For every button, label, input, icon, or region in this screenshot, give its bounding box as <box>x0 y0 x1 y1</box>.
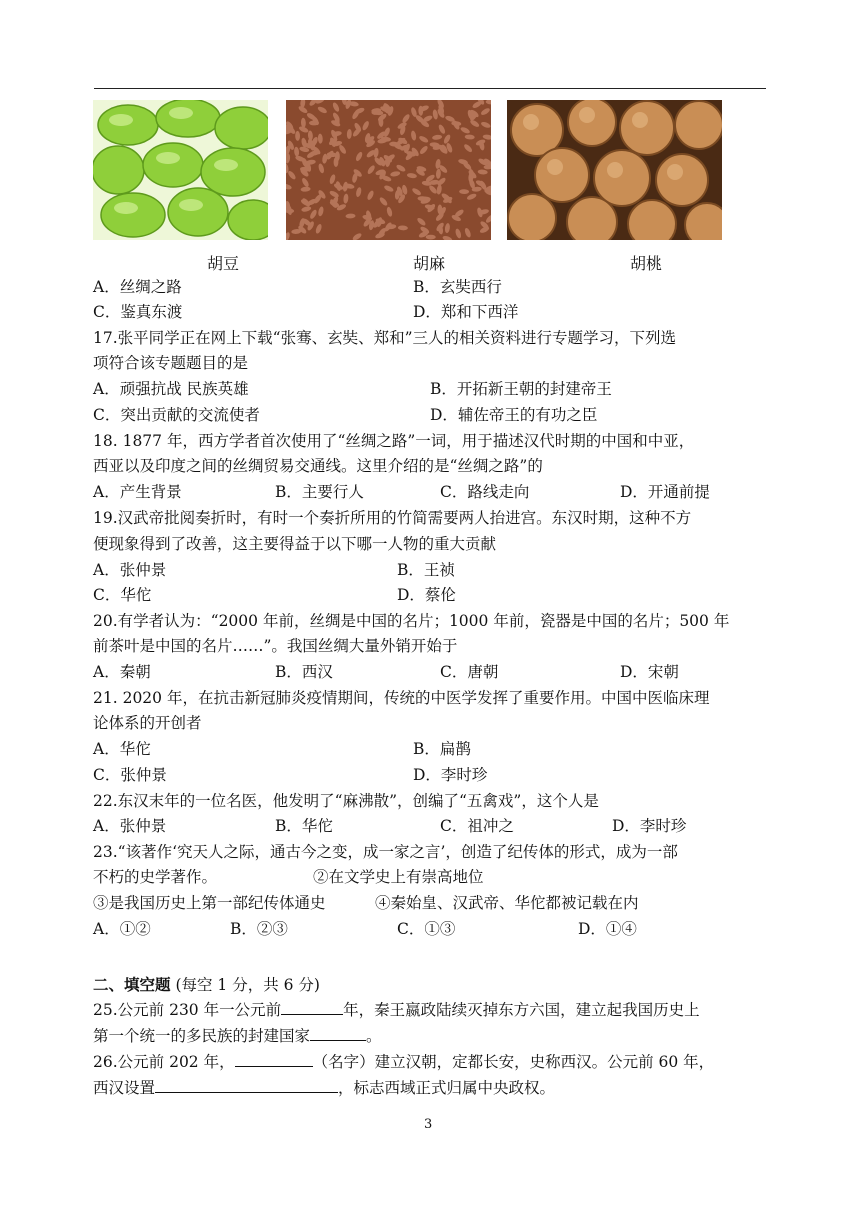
q26-line2-end: ，标志西域正式归属中央政权。 <box>338 1079 556 1097</box>
q26-blank-2[interactable] <box>155 1077 338 1093</box>
q19-option-c: C．华佗 <box>93 586 152 604</box>
q22-option-d: D．李时珍 <box>612 817 687 835</box>
q17-stem-line1: 17.张平同学正在网上下载“张骞、玄奘、郑和”三人的相关资料进行专题学习，下列选 <box>93 329 677 347</box>
q20-stem-line1: 20.有学者认为：“2000 年前，丝绸是中国的名片；1000 年前，瓷器是中国的名片；500 年 <box>93 612 730 630</box>
broad-beans-image <box>93 100 268 240</box>
q19-stem-line1: 19.汉武帝批阅奏折时，有时一个奏折所用的竹简需要两人抬进宫。东汉时期，这种不方 <box>93 509 692 527</box>
q19-option-a: A．张仲景 <box>93 561 167 579</box>
image-caption-hutao: 胡桃 <box>630 254 663 273</box>
q23-option-a: A．①② <box>93 920 151 938</box>
q25-line1-end: 年，秦王嬴政陆续灭掉东方六国，建立起我国历史上 <box>343 1001 700 1019</box>
q26-line1-end: （名字）建立汉朝，定都长安，史称西汉。公元前 60 年， <box>312 1053 715 1071</box>
q17-option-b: B．开拓新王朝的封建帝王 <box>430 380 612 398</box>
page-number: 3 <box>424 1117 433 1132</box>
q16-option-c: C．鉴真东渡 <box>93 303 183 321</box>
q20-option-c: C．唐朝 <box>440 663 499 681</box>
q23-stem-line2a: 不朽的史学著作。 <box>93 868 218 886</box>
section-scoring-note: (每空 1 分，共 6 分) <box>170 976 320 994</box>
q26-line2-start: 西汉设置 <box>93 1079 156 1097</box>
q18-option-a: A．产生背景 <box>93 483 182 501</box>
q26-line2 <box>93 1077 555 1099</box>
q20-option-a: A．秦朝 <box>93 663 151 681</box>
q23-option-d: D．①④ <box>578 920 637 938</box>
q17-option-c: C．突出贡献的交流使者 <box>93 406 260 424</box>
q17-option-a: A．顽强抗战 民族英雄 <box>93 380 249 398</box>
q16-option-d: D．郑和下西洋 <box>413 303 519 321</box>
q21-option-c: C．张仲景 <box>93 766 167 784</box>
q22-option-a: A．张仲景 <box>93 817 167 835</box>
q16-option-b: B．玄奘西行 <box>413 278 502 296</box>
q21-option-b: B．扁鹊 <box>413 740 471 758</box>
q25-blank-1[interactable] <box>281 999 343 1015</box>
q20-stem-line2: 前茶叶是中国的名片……”。我国丝绸大量外销开始于 <box>93 637 458 655</box>
q23-stem-line1: 23.“该著作‘究天人之际，通古今之变，成一家之言’，创造了纪传体的形式，成为一部 <box>93 843 678 861</box>
q18-option-c: C．路线走向 <box>440 483 530 501</box>
q20-option-b: B．西汉 <box>275 663 333 681</box>
section-heading <box>93 974 320 996</box>
q23-option-c: C．①③ <box>397 920 456 938</box>
q21-option-d: D．李时珍 <box>413 766 488 784</box>
q22-option-b: B．华佗 <box>275 817 333 835</box>
header-rule <box>94 88 766 89</box>
q20-option-d: D．宋朝 <box>620 663 679 681</box>
q17-option-d: D．辅佐帝王的有功之臣 <box>430 406 598 424</box>
q21-stem-line2: 论体系的开创者 <box>93 714 202 732</box>
q16-option-a: A．丝绸之路 <box>93 278 182 296</box>
q23-option-b: B．②③ <box>230 920 288 938</box>
section-title: 二、填空题 <box>93 975 171 994</box>
image-caption-hudou: 胡豆 <box>207 254 240 273</box>
q22-option-c: C．祖冲之 <box>440 817 514 835</box>
q19-option-d: D．蔡伦 <box>397 586 456 604</box>
q21-option-a: A．华佗 <box>93 740 151 758</box>
q19-option-b: B．王祯 <box>397 561 455 579</box>
q18-stem-line2: 西亚以及印度之间的丝绸贸易交通线。这里介绍的是“丝绸之路”的 <box>93 457 543 475</box>
q19-stem-line2: 便现象得到了改善，这主要得益于以下哪一人物的重大贡献 <box>93 535 497 553</box>
q23-statement-4: ④秦始皇、汉武帝、华佗都被记载在内 <box>375 894 639 912</box>
q26-line1-start: 26.公元前 202 年， <box>93 1053 235 1071</box>
q25-line2-start: 第一个统一的多民族的封建国家 <box>93 1027 311 1045</box>
q18-option-b: B．主要行人 <box>275 483 364 501</box>
q22-stem-line1: 22.东汉末年的一位名医，他发明了“麻沸散”，创编了“五禽戏”，这个人是 <box>93 792 599 810</box>
q25-line1-start: 25.公元前 230 年一公元前 <box>93 1001 282 1019</box>
q21-stem-line1: 21. 2020 年，在抗击新冠肺炎疫情期间，传统的中医学发挥了重要作用。中国中医临床理 <box>93 689 710 707</box>
walnuts-image <box>507 100 722 240</box>
q25-line1 <box>93 999 700 1021</box>
image-caption-huma: 胡麻 <box>413 254 446 273</box>
q25-line2 <box>93 1025 382 1047</box>
q25-line2-end: 。 <box>366 1027 382 1045</box>
q23-statement-3: ③是我国历史上第一部纪传体通史 <box>93 894 326 912</box>
q26-line1 <box>93 1051 714 1073</box>
flax-seeds-image <box>286 100 491 240</box>
q25-blank-2[interactable] <box>310 1025 366 1041</box>
q18-stem-line1: 18. 1877 年，西方学者首次使用了“丝绸之路”一词，用于描述汉代时期的中国和中亚， <box>93 432 695 450</box>
q23-statement-2: ②在文学史上有崇高地位 <box>313 868 484 886</box>
q18-option-d: D．开通前提 <box>620 483 710 501</box>
q17-stem-line2: 项符合该专题题目的是 <box>93 354 249 372</box>
q26-blank-1[interactable] <box>235 1051 313 1067</box>
